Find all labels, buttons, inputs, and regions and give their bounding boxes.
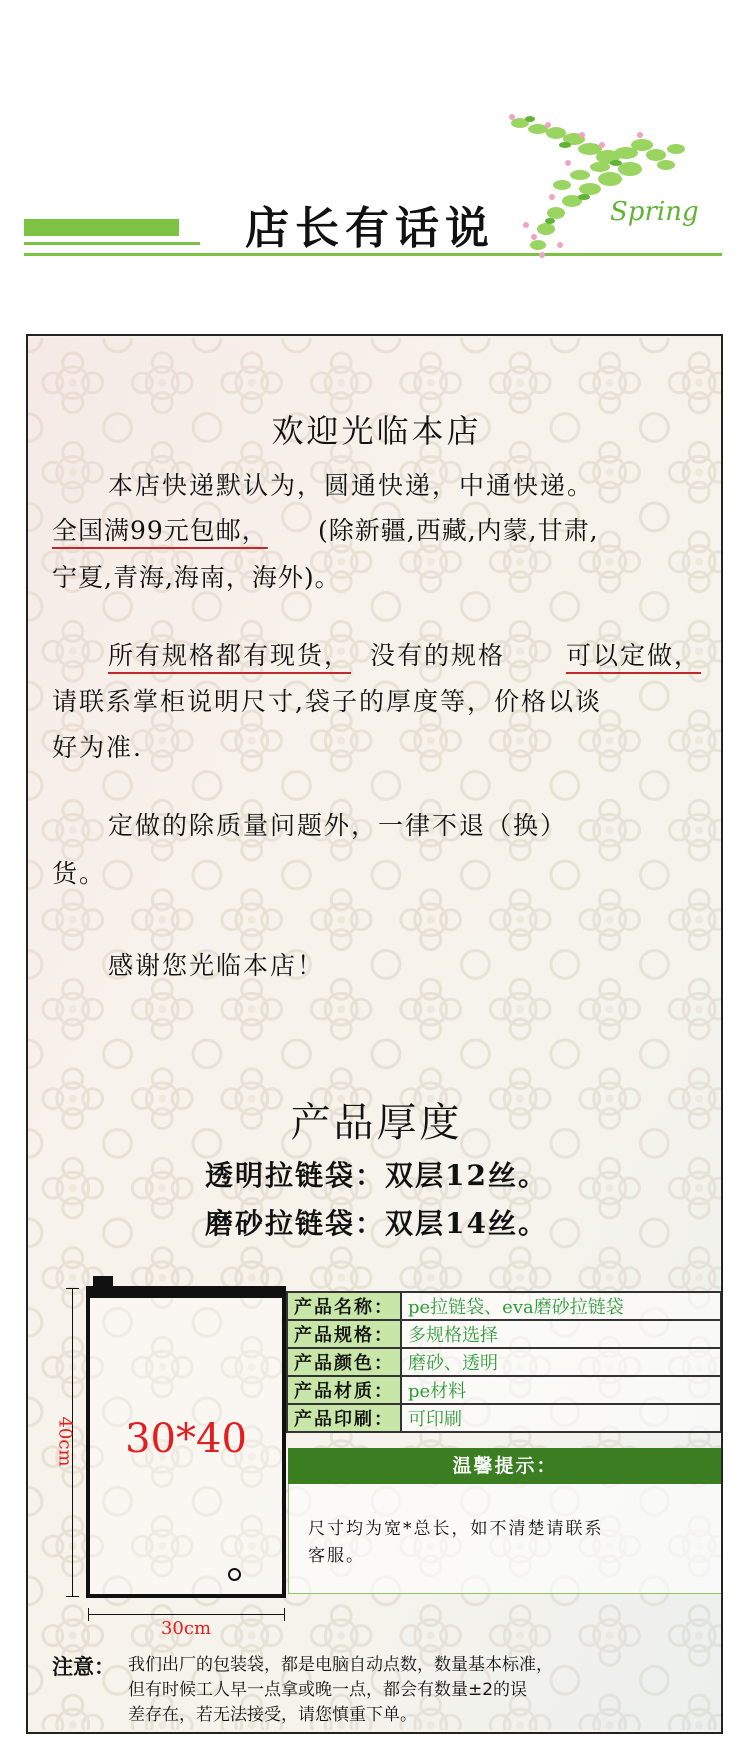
- header-title: 店长有话说: [245, 203, 495, 254]
- attention-text-3: 差存在，若无法接受，请您慎重下单。: [128, 1705, 417, 1725]
- spec-row: [287, 1348, 721, 1376]
- spec-key: 产品印刷：: [287, 1404, 401, 1432]
- spring-bird-decoration: [490, 105, 730, 275]
- notice-panel: [26, 334, 723, 1734]
- return-policy-text-cont: 货。: [52, 859, 107, 888]
- free-shipping-text: 全国满99元包邮，: [52, 516, 268, 545]
- custom-order-text: 可以定做，: [566, 641, 702, 670]
- tip-text-cont: 客服。: [308, 1546, 365, 1566]
- height-dimension-tick-top: [66, 1288, 79, 1289]
- spec-row: [287, 1320, 721, 1348]
- spec-row: [287, 1376, 721, 1404]
- tip-text: 尺寸均为宽*总长，如不清楚请联系: [308, 1519, 604, 1539]
- shipping-exclusions-text: (除新疆,西藏,内蒙,甘肃,: [318, 516, 599, 545]
- spring-word: Spring: [610, 197, 699, 227]
- width-dimension-line: [88, 1614, 284, 1615]
- spec-value: pe拉链袋、eva磨砂拉链袋: [401, 1292, 721, 1320]
- tip-header: 温馨提示：: [288, 1448, 722, 1484]
- header-accent-line-short: [24, 242, 200, 245]
- shipping-default-text: 本店快递默认为，圆通快递，中通快递。: [108, 471, 595, 500]
- spec-key: 产品名称：: [287, 1292, 401, 1320]
- spec-key: 产品颜色：: [287, 1348, 401, 1376]
- bag-hang-hole: [228, 1568, 241, 1581]
- attention-label: 注意：: [52, 1655, 115, 1679]
- height-dimension-tick-bottom: [66, 1596, 79, 1597]
- bag-zipper: [86, 1286, 286, 1298]
- spec-value: 多规格选择: [401, 1320, 721, 1348]
- in-stock-text: 所有规格都有现货，: [108, 641, 352, 670]
- spec-table: [286, 1291, 722, 1433]
- spec-key: 产品规格：: [287, 1320, 401, 1348]
- spec-value: 可印刷: [401, 1404, 721, 1432]
- shipping-exclusions-text-cont: 宁夏,青海,海南，海外)。: [52, 563, 341, 592]
- spec-value: pe材料: [401, 1376, 721, 1404]
- thickness-clear-bag: 透明拉链袋：双层12丝。: [205, 1159, 548, 1192]
- thickness-heading: 产品厚度: [290, 1100, 463, 1146]
- bag-size-label: 30*40: [125, 1416, 247, 1462]
- custom-price-text: 好为准.: [52, 733, 143, 762]
- spec-key: 产品材质：: [287, 1376, 401, 1404]
- height-dimension-label: 40cm: [54, 1416, 76, 1467]
- spec-value: 磨砂、透明: [401, 1348, 721, 1376]
- bag-zipper-tab: [93, 1276, 113, 1288]
- spec-row: [287, 1404, 721, 1432]
- welcome-heading: 欢迎光临本店: [271, 412, 482, 450]
- missing-sizes-text: 没有的规格: [370, 641, 506, 670]
- custom-contact-text: 请联系掌柜说明尺寸,袋子的厚度等，价格以谈: [52, 687, 602, 716]
- tip-box: [288, 1484, 722, 1594]
- spec-row: [287, 1292, 721, 1320]
- header-accent-bar: [24, 219, 179, 236]
- attention-text-2: 但有时候工人早一点拿或晚一点，都会有数量±2的误: [128, 1680, 528, 1700]
- return-policy-text: 定做的除质量问题外，一律不退（换）: [108, 811, 568, 840]
- attention-text: 我们出厂的包装袋，都是电脑自动点数，数量基本标准，: [128, 1655, 553, 1675]
- width-dimension-label: 30cm: [160, 1618, 212, 1639]
- thanks-text: 感谢您光临本店！: [108, 951, 325, 980]
- thickness-frosted-bag: 磨砂拉链袋：双层14丝。: [205, 1207, 548, 1240]
